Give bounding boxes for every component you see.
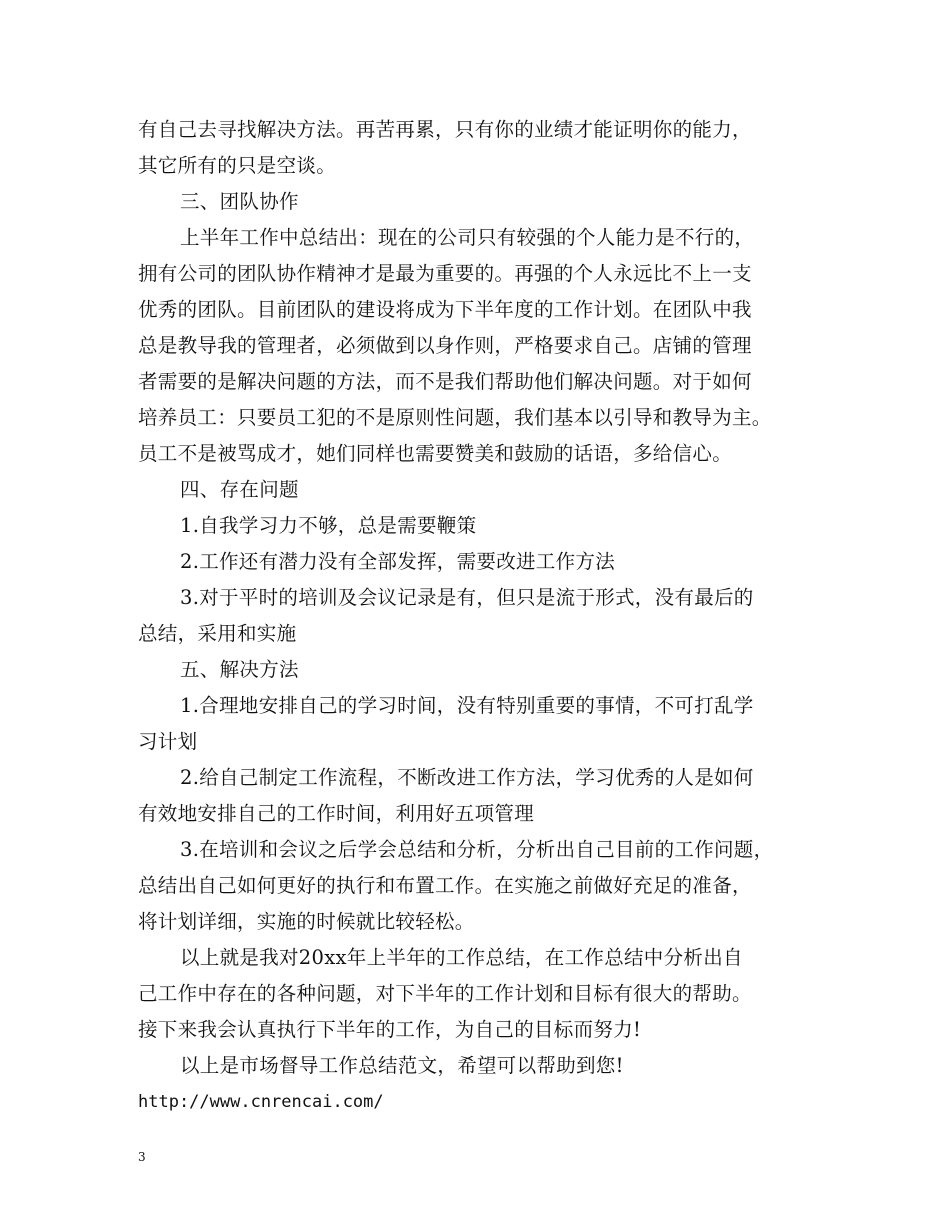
- paragraph-line: 己工作中存在的各种问题，对下半年的工作计划和目标有很大的帮助。: [138, 982, 752, 1005]
- section-heading: 三、团队协作: [180, 190, 299, 213]
- list-item: 2.给自己制定工作流程，不断改进工作方法，学习优秀的人是如何: [180, 766, 754, 789]
- list-item-continued: 将计划详细，实施的时候就比较轻松。: [138, 910, 475, 933]
- source-url[interactable]: http://www.cnrencai.com/: [138, 1092, 384, 1112]
- paragraph-line: 以上就是我对20xx年上半年的工作总结，在工作总结中分析出自: [180, 946, 743, 969]
- list-item-continued: 总结，采用和实施: [138, 622, 297, 645]
- list-item: 3.对于平时的培训及会议记录是有，但只是流于形式，没有最后的: [180, 586, 754, 609]
- list-item-continued: 习计划: [138, 730, 198, 753]
- list-item-continued: 有效地安排自己的工作时间，利用好五项管理: [138, 802, 535, 825]
- list-item-continued: 总结出自己如何更好的执行和布置工作。在实施之前做好充足的准备，: [138, 874, 752, 897]
- paragraph-line: 以上是市场督导工作总结范文，希望可以帮助到您!: [180, 1054, 624, 1077]
- paragraph-line: 接下来我会认真执行下半年的工作，为自己的目标而努力!: [138, 1018, 642, 1041]
- paragraph-line: 其它所有的只是空谈。: [138, 154, 337, 177]
- section-heading: 四、存在问题: [180, 478, 299, 501]
- section-heading: 五、解决方法: [180, 658, 299, 681]
- paragraph-line: 总是教导我的管理者，必须做到以身作则，严格要求自己。店铺的管理: [138, 334, 752, 357]
- paragraph-line: 拥有公司的团队协作精神才是最为重要的。再强的个人永远比不上一支: [138, 262, 752, 285]
- page-number: 3: [138, 1150, 146, 1164]
- paragraph-line: 培养员工：只要员工犯的不是原则性问题，我们基本以引导和教导为主。: [138, 406, 772, 429]
- paragraph-line: 者需要的是解决问题的方法，而不是我们帮助他们解决问题。对于如何: [138, 370, 752, 393]
- list-item: 1.合理地安排自己的学习时间，没有特别重要的事情，不可打乱学: [180, 694, 754, 717]
- paragraph-line: 上半年工作中总结出：现在的公司只有较强的个人能力是不行的，: [180, 226, 755, 249]
- list-item: 1.自我学习力不够，总是需要鞭策: [180, 514, 477, 537]
- list-item: 2.工作还有潜力没有全部发挥，需要改进工作方法: [180, 550, 616, 573]
- paragraph-line: 优秀的团队。目前团队的建设将成为下半年度的工作计划。在团队中我: [138, 298, 752, 321]
- paragraph-line: 员工不是被骂成才，她们同样也需要赞美和鼓励的话语，多给信心。: [138, 442, 733, 465]
- list-item: 3.在培训和会议之后学会总结和分析，分析出自己目前的工作问题，: [180, 838, 774, 861]
- paragraph-line: 有自己去寻找解决方法。再苦再累，只有你的业绩才能证明你的能力，: [138, 118, 752, 141]
